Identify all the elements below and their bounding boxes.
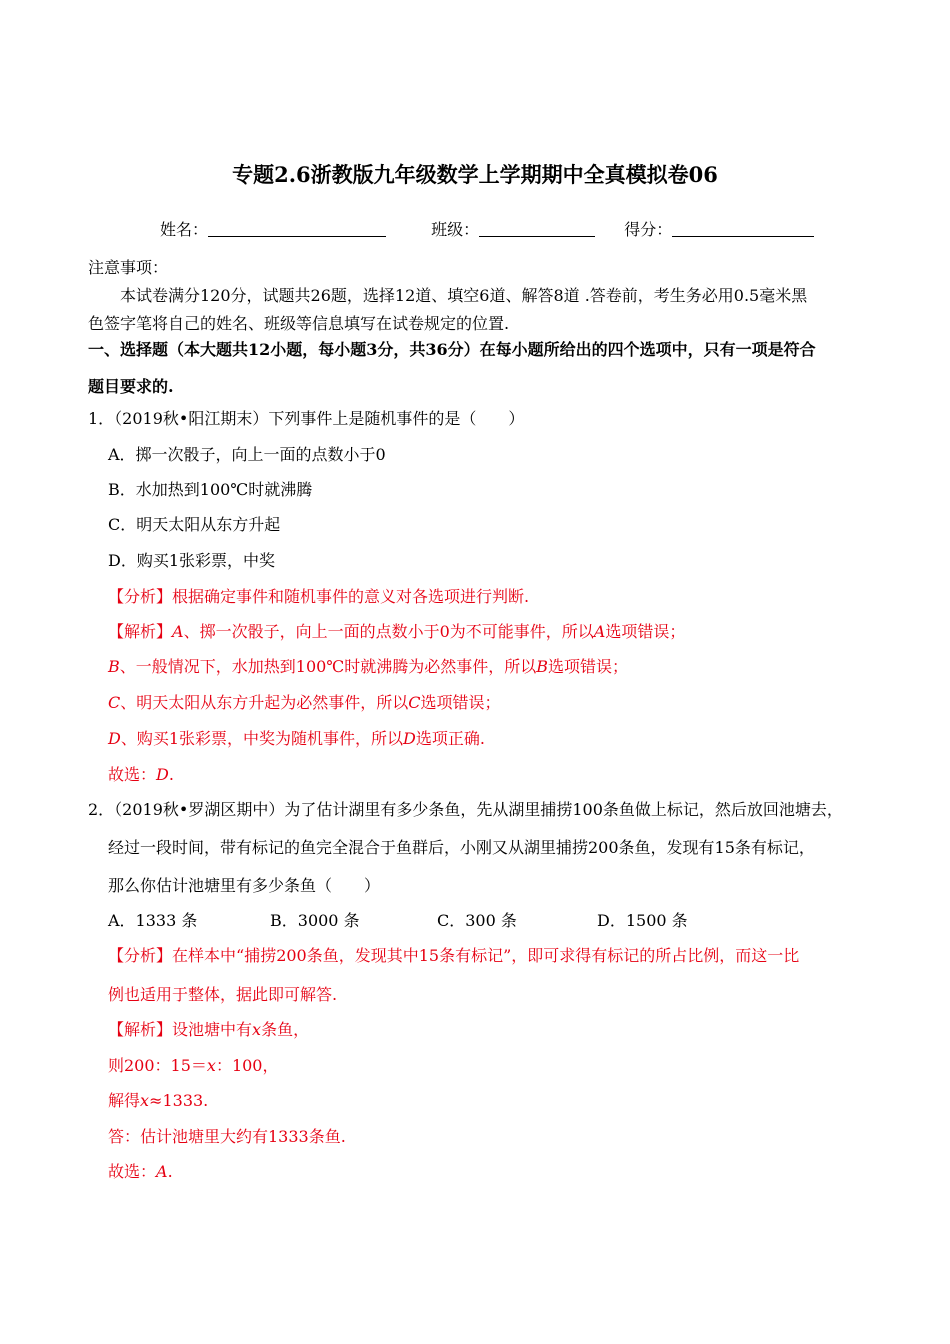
q2-sol3-pre: 解得	[108, 1091, 141, 1110]
q2-option-d: D．1500 条	[597, 911, 688, 930]
q1-analysis-text: 根据确定事件和随机事件的意义对各选项进行判断.	[172, 587, 530, 606]
q2-option-b: B．3000 条	[270, 911, 360, 930]
section-heading-2: 题目要求的.	[88, 377, 174, 396]
q1-option-b: B．水加热到100℃时就沸腾	[108, 480, 313, 499]
q2-answer-prefix: 故选：	[108, 1162, 157, 1181]
score-label: 得分：	[624, 220, 673, 239]
q2-answer-end: .	[167, 1162, 173, 1181]
q1-sol1-end: 选项错误；	[605, 622, 686, 641]
q1-solution-4	[108, 729, 485, 749]
score-blank	[672, 220, 814, 237]
q2-solution-4: 答：估计池塘里大约有1333条鱼.	[108, 1127, 346, 1146]
q1-sol3-text: 、明天太阳从东方升起为必然事件，所以	[120, 693, 409, 712]
q1-stem: 1．（2019秋•阳江期末）下列事件上是随机事件的是（ ）	[88, 409, 525, 428]
q2-sol3-post: ≈1333.	[149, 1091, 209, 1110]
page-title: 专题2.6浙教版九年级数学上学期期中全真模拟卷06	[232, 162, 718, 187]
q1-analysis-tag: 【分析】	[108, 587, 173, 606]
q2-sol1-var: x	[252, 1020, 262, 1039]
q2-analysis-text-1: 在样本中“捕捞200条鱼，发现其中15条有标记”，即可求得有标记的所占比例，而这一比	[172, 946, 800, 965]
q1-solution-2	[108, 657, 628, 677]
notes-line-1: 本试卷满分120分，试题共26题，选择12道、填空6道、解答8道 .答卷前，考生务必用0.5毫米黑	[120, 286, 808, 305]
q1-answer-end: .	[168, 765, 174, 784]
q2-option-a: A．1333 条	[108, 911, 198, 930]
name-label: 姓名：	[160, 220, 209, 239]
q2-sol1-pre: 设池塘中有	[172, 1020, 253, 1039]
class-label: 班级：	[431, 220, 480, 239]
q1-answer-var: D	[156, 765, 169, 784]
q1-sol1-text: 、掷一次骰子，向上一面的点数小于0为不可能事件，所以	[183, 622, 594, 641]
notes-heading: 注意事项：	[88, 258, 169, 277]
q1-answer	[108, 765, 174, 785]
q2-stem-1: 2．（2019秋•罗湖区期中）为了估计湖里有多少条鱼，先从湖里捕捞100条鱼做上标记，然后放回池塘去，	[88, 800, 843, 819]
section-heading-1: 一、选择题（本大题共12小题，每小题3分，共36分）在每小题所给出的四个选项中，只有一项是符合	[88, 340, 816, 359]
q2-solution-3	[108, 1091, 208, 1111]
q2-answer	[108, 1162, 173, 1182]
q1-solution-3	[108, 693, 501, 713]
q1-solution-tag: 【解析】	[108, 622, 173, 641]
q1-sol1-var2: A	[593, 622, 606, 641]
q1-sol4-var2: D	[403, 729, 416, 748]
q1-solution-1	[108, 622, 685, 642]
q2-analysis-1	[108, 946, 799, 966]
q1-analysis	[108, 587, 529, 607]
q2-solution-1	[108, 1020, 309, 1040]
info-line	[160, 220, 814, 240]
q2-analysis-tag: 【分析】	[108, 946, 173, 965]
q1-sol2-end: 选项错误；	[547, 657, 628, 676]
q2-sol2-post: ：100，	[215, 1056, 279, 1075]
q2-sol2-pre: 则200：15＝	[108, 1056, 207, 1075]
q2-solution-2	[108, 1056, 278, 1076]
q1-sol1-var: A	[172, 622, 184, 641]
q2-sol3-var: x	[140, 1091, 150, 1110]
q1-sol2-var2: B	[536, 657, 548, 676]
q1-sol2-text: 、一般情况下，水加热到100℃时就沸腾为必然事件，所以	[119, 657, 537, 676]
q2-answer-var: A	[156, 1162, 168, 1181]
q1-sol3-var: C	[108, 693, 121, 712]
q1-option-d: D．购买1张彩票，中奖	[108, 551, 276, 570]
q1-answer-prefix: 故选：	[108, 765, 157, 784]
q2-stem-3: 那么你估计池塘里有多少条鱼（ ）	[108, 876, 381, 895]
name-blank	[208, 220, 386, 237]
q1-option-a: A．掷一次骰子，向上一面的点数小于0	[108, 445, 386, 464]
q1-sol2-var: B	[108, 657, 120, 676]
q2-analysis-2: 例也适用于整体，据此即可解答.	[108, 985, 338, 1004]
q2-stem-2: 经过一段时间，带有标记的鱼完全混合于鱼群后，小刚又从湖里捕捞200条鱼，发现有15条有标记，	[108, 838, 815, 857]
q2-sol2-var: x	[206, 1056, 216, 1075]
q1-sol4-end: 选项正确.	[415, 729, 485, 748]
q1-sol3-var2: C	[408, 693, 421, 712]
q1-sol4-text: 、购买1张彩票，中奖为随机事件，所以	[120, 729, 404, 748]
class-blank	[479, 220, 595, 237]
q2-option-c: C．300 条	[437, 911, 517, 930]
notes-line-2: 色签字笔将自己的姓名、班级等信息填写在试卷规定的位置.	[88, 314, 510, 333]
q2-solution-tag: 【解析】	[108, 1020, 173, 1039]
q2-sol1-post: 条鱼，	[261, 1020, 310, 1039]
q1-sol3-end: 选项错误；	[420, 693, 501, 712]
q1-sol4-var: D	[108, 729, 121, 748]
q1-option-c: C．明天太阳从东方升起	[108, 515, 281, 534]
